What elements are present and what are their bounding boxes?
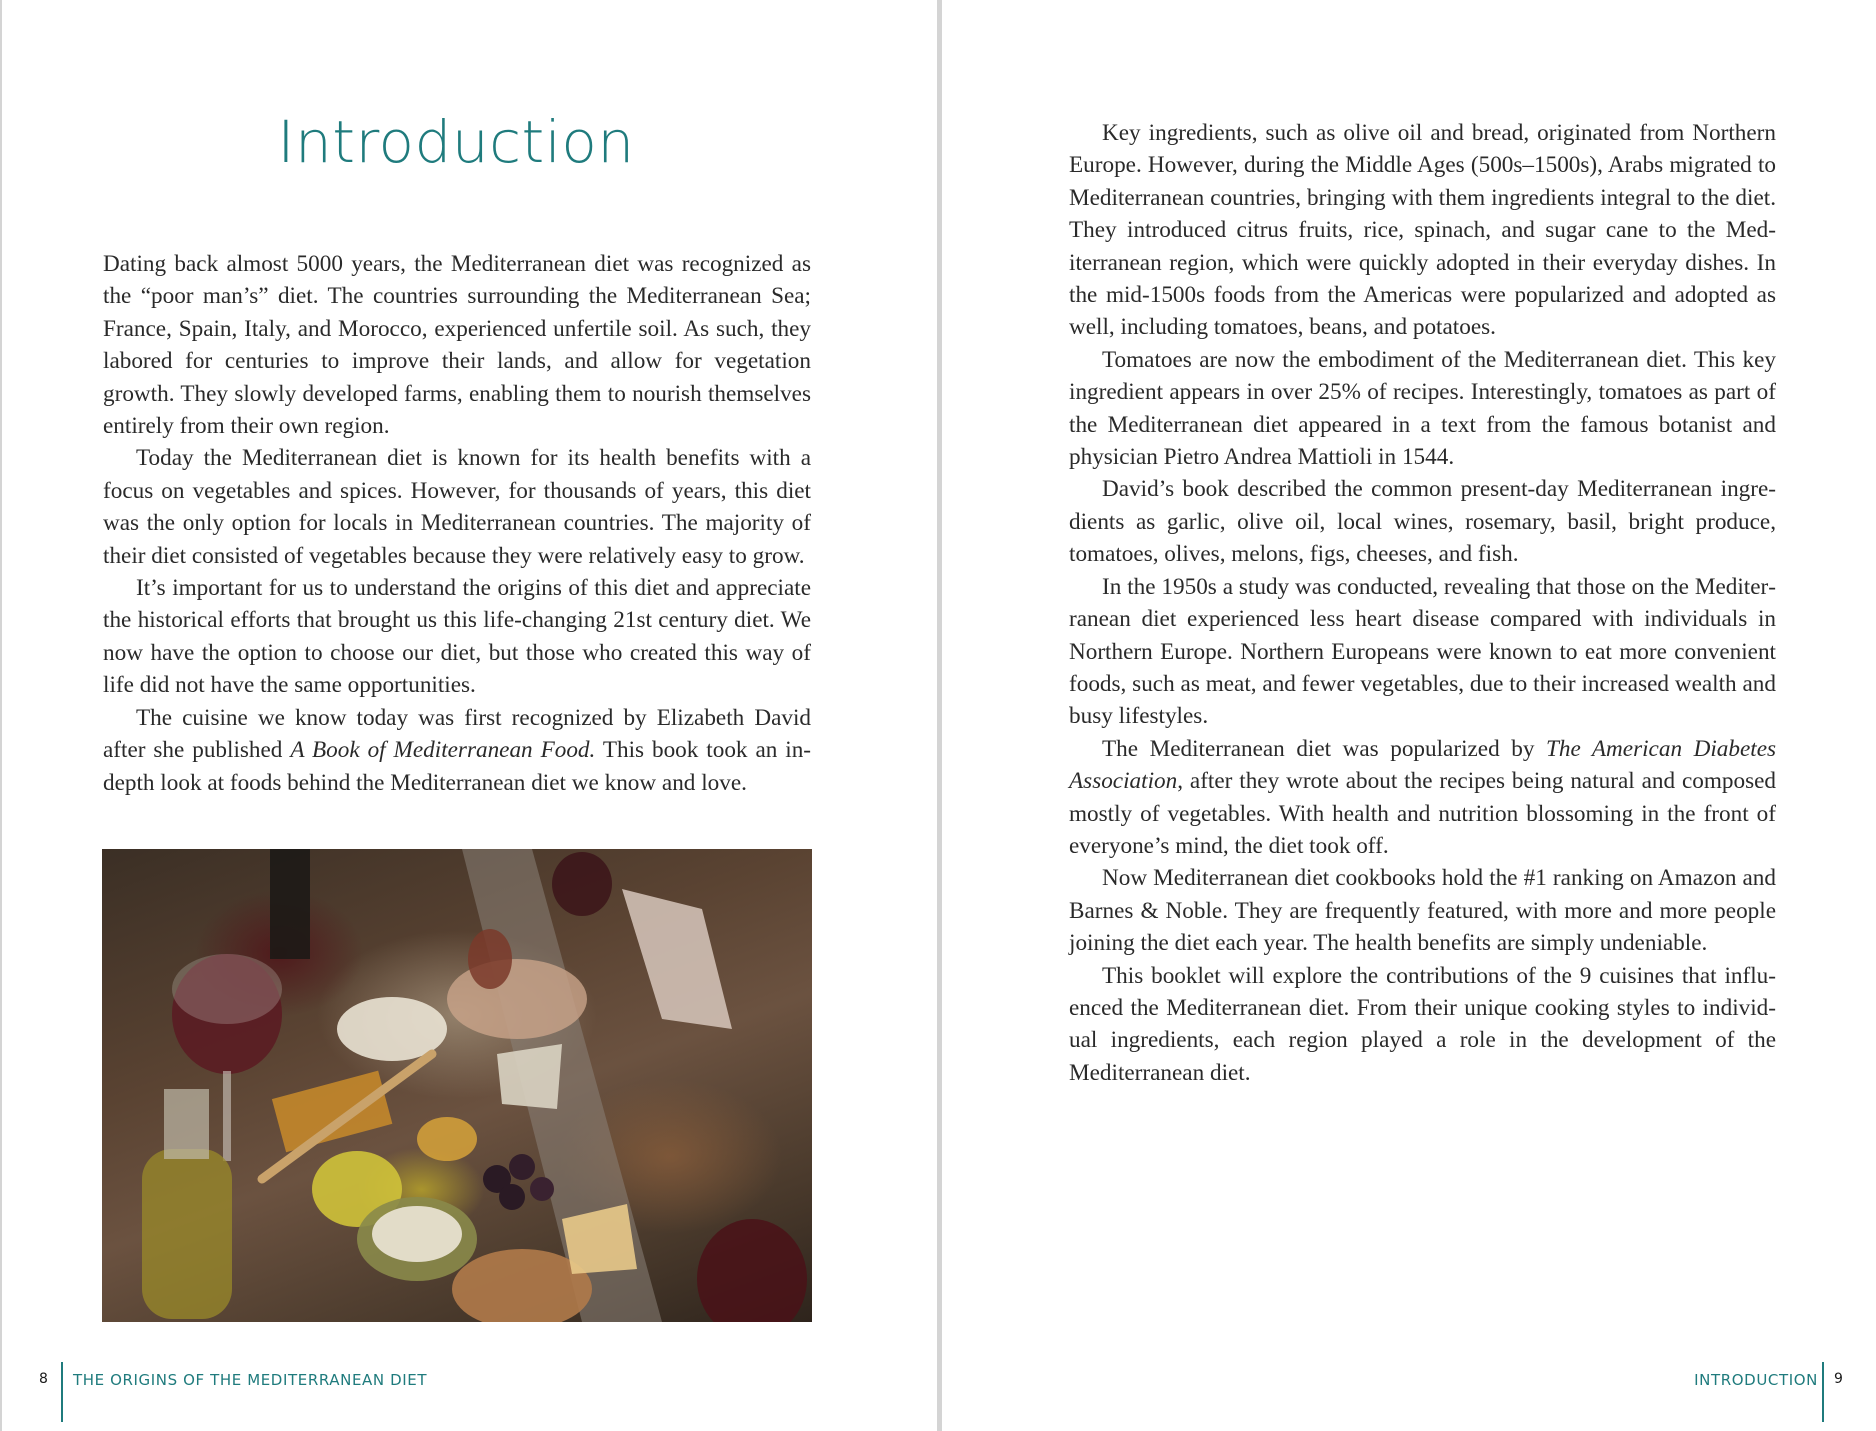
paragraph: Key ingredients, such as olive oil and bread, originated from Northern Europe. However, during the Middle Ages (500s–1500s), Arabs migrated to Mediterranean countries, bringing with them ingredients integral to the diet. They introduced citrus fruits, rice, spinach, and sugar cane to the Mediterranean region, which were quickly adopted in their everyday dishes. In the mid-1500s foods from the Americas were popularized and adopted as well, including tomatoes, beans, and potatoes. [1069, 120, 1776, 341]
book-title: A Book of Mediterranean Food. [290, 737, 596, 764]
paragraph: David’s book described the common present-day Mediterranean ingredients as garlic, olive oil, local wines, rosemary, basil, bright produce, tomatoes, olives, melons, figs, cheeses, and fish. [1069, 476, 1776, 568]
paragraph: Tomatoes are now the embodiment of the Mediterranean diet. This key ingredient appears in over 25% of recipes. Interestingly, tomatoes as part of the Mediterranean diet appeared in a text from the famous botanist and physician Pietro Andrea Mattioli in 1544. [1069, 346, 1776, 471]
paragraph: It’s important for us to understand the origins of this diet and appreciate the historical efforts that brought us this life-changing 21st century diet. We now have the option to choose our diet, but those who created this way of life did not have the same opportunities. [103, 575, 811, 699]
paragraph: This booklet will explore the contributions of the 9 cuisines that influenced the Mediterranean diet. From their unique cooking styles to individual ingredients, each region played a role in the development of the Mediterranean diet. [1069, 962, 1776, 1086]
running-head: INTRODUCTION [1694, 1371, 1818, 1389]
paragraph [1069, 733, 1776, 863]
paragraph: Today the Mediterranean diet is known for its health benefits with a focus on vegetables and spices. However, for thousands of years, this diet was the only option for locals in Mediterranean countries. The majority of their diet consisted of vegetables because they were relatively easy to grow. [103, 445, 811, 569]
organization-name: The American Diabetes Association [1069, 735, 1777, 795]
paragraph-text: The cuisine we know today was first recognized by Elizabeth David after she published [103, 704, 811, 764]
paragraph-text: , after they wrote about the recipes being natural and composed mostly of vegetables. With health and nutrition blossoming in the front of everyone’s mind, the diet took off. [1069, 768, 1776, 859]
page-title: Introduction [277, 108, 635, 176]
paragraph: Dating back almost 5000 years, the Mediterranean diet was recognized as the “poor man’s” diet. The countries surrounding the Mediterranean Sea; France, Spain, Italy, and Morocco, experienced unfertile soil. As such, they labored for centuries to improve their lands, and allow for vegetation growth. They slowly developed farms, enabling them to nourish themselves entirely from their own region. [103, 251, 811, 440]
page-number: 8 [39, 1371, 48, 1387]
paragraph: In the 1950s a study was conducted, revealing that those on the Mediterranean diet experienced less heart disease compared with individuals in Northern Europe. Northern Europeans were known to eat more convenient foods, such as meat, and fewer vegetables, due to their increased wealth and busy lifestyles. [1069, 573, 1776, 730]
paragraph-text: The Mediterranean diet was popularized by [1102, 735, 1546, 762]
running-head: THE ORIGINS OF THE MEDITERRANEAN DIET [73, 1371, 428, 1389]
left-body-text [103, 248, 811, 799]
paragraph [103, 702, 811, 799]
right-page [942, 0, 1876, 1431]
footer-rule [1822, 1362, 1824, 1422]
paragraph-text: This book took an in-depth look at foods behind the Mediterranean diet we know and love. [103, 737, 812, 796]
left-page [2, 0, 937, 1431]
photo-illustration [102, 849, 812, 1322]
food-table-photo [102, 849, 812, 1322]
paragraph: Now Mediterranean diet cookbooks hold the #1 ranking on Amazon and Barnes & Noble. They are frequently featured, with more and more people joining the diet each year. The health benefits are simply undeniable. [1069, 865, 1776, 957]
page-number: 9 [1834, 1371, 1843, 1387]
right-body-text [1069, 117, 1776, 1089]
footer-rule [61, 1362, 63, 1422]
